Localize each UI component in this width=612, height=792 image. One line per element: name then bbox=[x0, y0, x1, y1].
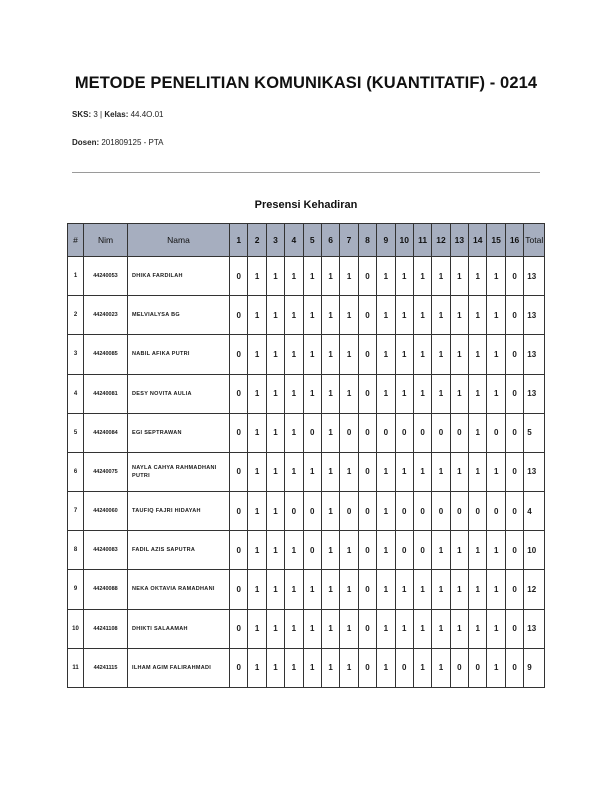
attendance-cell: 1 bbox=[432, 257, 450, 296]
student-nim: 44240085 bbox=[84, 335, 128, 374]
attendance-cell: 1 bbox=[395, 609, 413, 648]
attendance-cell: 1 bbox=[248, 492, 266, 531]
attendance-cell: 1 bbox=[432, 570, 450, 609]
attendance-cell: 1 bbox=[487, 531, 505, 570]
attendance-cell: 1 bbox=[377, 296, 395, 335]
attendance-cell: 1 bbox=[248, 413, 266, 452]
attendance-cell: 1 bbox=[432, 531, 450, 570]
table-header-row bbox=[68, 224, 545, 257]
attendance-cell: 1 bbox=[321, 335, 339, 374]
attendance-cell: 1 bbox=[413, 609, 431, 648]
table-row bbox=[68, 648, 545, 687]
attendance-cell: 1 bbox=[321, 648, 339, 687]
table-row bbox=[68, 570, 545, 609]
column-header: 8 bbox=[358, 224, 376, 257]
attendance-cell: 0 bbox=[303, 531, 321, 570]
attendance-cell: 1 bbox=[248, 531, 266, 570]
attendance-cell: 0 bbox=[505, 296, 523, 335]
column-header: 2 bbox=[248, 224, 266, 257]
attendance-cell: 1 bbox=[469, 452, 487, 491]
attendance-cell: 1 bbox=[340, 374, 358, 413]
attendance-cell: 1 bbox=[432, 452, 450, 491]
attendance-cell: 1 bbox=[413, 570, 431, 609]
attendance-cell: 1 bbox=[285, 452, 303, 491]
attendance-cell: 1 bbox=[413, 257, 431, 296]
attendance-cell: 1 bbox=[377, 257, 395, 296]
student-name: DHIKA FARDILAH bbox=[128, 257, 230, 296]
attendance-cell: 1 bbox=[266, 257, 284, 296]
attendance-cell: 1 bbox=[266, 570, 284, 609]
attendance-total: 5 bbox=[524, 413, 545, 452]
attendance-cell: 1 bbox=[450, 609, 468, 648]
attendance-cell: 0 bbox=[230, 648, 248, 687]
attendance-cell: 1 bbox=[340, 335, 358, 374]
attendance-cell: 1 bbox=[450, 257, 468, 296]
column-header: Nama bbox=[128, 224, 230, 257]
attendance-cell: 1 bbox=[377, 452, 395, 491]
table-body bbox=[68, 257, 545, 688]
attendance-cell: 1 bbox=[303, 609, 321, 648]
table-row bbox=[68, 296, 545, 335]
attendance-cell: 0 bbox=[413, 492, 431, 531]
table-row bbox=[68, 452, 545, 491]
attendance-cell: 1 bbox=[487, 335, 505, 374]
row-number: 8 bbox=[68, 531, 84, 570]
table-row bbox=[68, 492, 545, 531]
attendance-cell: 1 bbox=[469, 531, 487, 570]
attendance-cell: 1 bbox=[377, 609, 395, 648]
column-header: 1 bbox=[230, 224, 248, 257]
attendance-cell: 0 bbox=[230, 296, 248, 335]
attendance-cell: 0 bbox=[505, 570, 523, 609]
attendance-cell: 1 bbox=[285, 531, 303, 570]
attendance-cell: 0 bbox=[230, 413, 248, 452]
attendance-cell: 1 bbox=[450, 335, 468, 374]
sks-value: 3 | bbox=[93, 110, 103, 119]
attendance-cell: 1 bbox=[487, 374, 505, 413]
attendance-cell: 1 bbox=[395, 374, 413, 413]
table-row bbox=[68, 257, 545, 296]
attendance-cell: 0 bbox=[358, 452, 376, 491]
column-header: Nim bbox=[84, 224, 128, 257]
row-number: 11 bbox=[68, 648, 84, 687]
attendance-cell: 1 bbox=[266, 374, 284, 413]
attendance-cell: 0 bbox=[432, 413, 450, 452]
attendance-cell: 1 bbox=[377, 335, 395, 374]
attendance-cell: 1 bbox=[469, 413, 487, 452]
attendance-cell: 1 bbox=[248, 570, 266, 609]
attendance-cell: 1 bbox=[487, 609, 505, 648]
attendance-cell: 1 bbox=[377, 570, 395, 609]
kelas-value: 44.4O.01 bbox=[130, 110, 164, 119]
student-name: EGI SEPTRAWAN bbox=[128, 413, 230, 452]
attendance-cell: 0 bbox=[285, 492, 303, 531]
attendance-cell: 0 bbox=[487, 413, 505, 452]
table-row bbox=[68, 609, 545, 648]
column-header: 15 bbox=[487, 224, 505, 257]
attendance-cell: 1 bbox=[377, 648, 395, 687]
attendance-cell: 1 bbox=[413, 452, 431, 491]
student-name: MELVIALYSA BG bbox=[128, 296, 230, 335]
attendance-cell: 1 bbox=[469, 374, 487, 413]
attendance-cell: 1 bbox=[303, 257, 321, 296]
attendance-cell: 1 bbox=[303, 296, 321, 335]
column-header: 14 bbox=[469, 224, 487, 257]
attendance-cell: 1 bbox=[395, 257, 413, 296]
attendance-cell: 0 bbox=[358, 570, 376, 609]
lecturer-info bbox=[72, 138, 163, 147]
attendance-cell: 1 bbox=[285, 335, 303, 374]
attendance-cell: 0 bbox=[395, 492, 413, 531]
attendance-cell: 0 bbox=[505, 609, 523, 648]
attendance-total: 10 bbox=[524, 531, 545, 570]
attendance-cell: 1 bbox=[395, 296, 413, 335]
attendance-cell: 1 bbox=[303, 374, 321, 413]
attendance-cell: 1 bbox=[303, 648, 321, 687]
attendance-cell: 1 bbox=[450, 531, 468, 570]
attendance-cell: 1 bbox=[285, 609, 303, 648]
dosen-label: Dosen: bbox=[72, 138, 100, 147]
attendance-cell: 1 bbox=[340, 296, 358, 335]
student-nim: 44240075 bbox=[84, 452, 128, 491]
attendance-cell: 1 bbox=[303, 335, 321, 374]
attendance-cell: 1 bbox=[321, 452, 339, 491]
attendance-cell: 0 bbox=[395, 648, 413, 687]
attendance-cell: 1 bbox=[469, 335, 487, 374]
attendance-total: 12 bbox=[524, 570, 545, 609]
attendance-cell: 1 bbox=[321, 257, 339, 296]
attendance-total: 13 bbox=[524, 374, 545, 413]
attendance-cell: 1 bbox=[285, 570, 303, 609]
attendance-cell: 1 bbox=[469, 609, 487, 648]
attendance-cell: 1 bbox=[285, 413, 303, 452]
student-nim: 44241108 bbox=[84, 609, 128, 648]
attendance-cell: 0 bbox=[358, 335, 376, 374]
attendance-cell: 1 bbox=[285, 374, 303, 413]
row-number: 1 bbox=[68, 257, 84, 296]
attendance-cell: 1 bbox=[395, 335, 413, 374]
student-name: DESY NOVITA AULIA bbox=[128, 374, 230, 413]
attendance-cell: 1 bbox=[248, 452, 266, 491]
attendance-cell: 1 bbox=[377, 531, 395, 570]
attendance-cell: 1 bbox=[487, 570, 505, 609]
attendance-cell: 0 bbox=[230, 257, 248, 296]
attendance-cell: 0 bbox=[358, 374, 376, 413]
attendance-cell: 1 bbox=[413, 648, 431, 687]
attendance-cell: 1 bbox=[340, 452, 358, 491]
attendance-cell: 0 bbox=[230, 335, 248, 374]
attendance-cell: 1 bbox=[285, 296, 303, 335]
column-header: 3 bbox=[266, 224, 284, 257]
section-title: Presensi Kehadiran bbox=[254, 199, 358, 211]
attendance-cell: 1 bbox=[450, 452, 468, 491]
student-name: NABIL AFIKA PUTRI bbox=[128, 335, 230, 374]
attendance-cell: 1 bbox=[487, 296, 505, 335]
attendance-cell: 1 bbox=[450, 570, 468, 609]
student-name: NEKA OKTAVIA RAMADHANI bbox=[128, 570, 230, 609]
attendance-cell: 0 bbox=[340, 492, 358, 531]
student-nim: 44240083 bbox=[84, 531, 128, 570]
attendance-cell: 0 bbox=[230, 374, 248, 413]
column-header: 16 bbox=[505, 224, 523, 257]
attendance-cell: 1 bbox=[340, 609, 358, 648]
attendance-cell: 1 bbox=[413, 296, 431, 335]
attendance-cell: 1 bbox=[321, 374, 339, 413]
attendance-cell: 1 bbox=[432, 296, 450, 335]
row-number: 7 bbox=[68, 492, 84, 531]
attendance-cell: 1 bbox=[413, 374, 431, 413]
attendance-cell: 1 bbox=[303, 570, 321, 609]
attendance-cell: 1 bbox=[469, 257, 487, 296]
attendance-cell: 1 bbox=[450, 374, 468, 413]
attendance-cell: 0 bbox=[303, 492, 321, 531]
attendance-cell: 1 bbox=[432, 609, 450, 648]
attendance-cell: 1 bbox=[266, 413, 284, 452]
row-number: 6 bbox=[68, 452, 84, 491]
student-name: TAUFIQ FAJRI HIDAYAH bbox=[128, 492, 230, 531]
table-row bbox=[68, 531, 545, 570]
attendance-cell: 1 bbox=[321, 413, 339, 452]
attendance-cell: 1 bbox=[248, 609, 266, 648]
attendance-cell: 1 bbox=[340, 570, 358, 609]
attendance-cell: 1 bbox=[413, 335, 431, 374]
attendance-cell: 1 bbox=[321, 570, 339, 609]
column-header: 12 bbox=[432, 224, 450, 257]
attendance-table bbox=[67, 223, 545, 688]
attendance-total: 13 bbox=[524, 609, 545, 648]
attendance-cell: 0 bbox=[505, 492, 523, 531]
attendance-cell: 1 bbox=[248, 296, 266, 335]
attendance-cell: 1 bbox=[321, 492, 339, 531]
row-number: 3 bbox=[68, 335, 84, 374]
column-header: 10 bbox=[395, 224, 413, 257]
attendance-cell: 0 bbox=[505, 335, 523, 374]
attendance-cell: 0 bbox=[358, 492, 376, 531]
attendance-total: 13 bbox=[524, 335, 545, 374]
sks-label: SKS: bbox=[72, 110, 92, 119]
attendance-cell: 1 bbox=[487, 452, 505, 491]
attendance-cell: 1 bbox=[266, 492, 284, 531]
student-nim: 44240060 bbox=[84, 492, 128, 531]
student-nim: 44240023 bbox=[84, 296, 128, 335]
student-name: ILHAM AGIM FALIRAHMADI bbox=[128, 648, 230, 687]
attendance-cell: 1 bbox=[266, 648, 284, 687]
attendance-cell: 1 bbox=[285, 648, 303, 687]
attendance-cell: 1 bbox=[321, 296, 339, 335]
column-header: 5 bbox=[303, 224, 321, 257]
attendance-cell: 1 bbox=[266, 452, 284, 491]
attendance-cell: 0 bbox=[230, 452, 248, 491]
attendance-cell: 0 bbox=[395, 531, 413, 570]
attendance-cell: 1 bbox=[248, 335, 266, 374]
attendance-cell: 0 bbox=[230, 570, 248, 609]
attendance-total: 13 bbox=[524, 296, 545, 335]
attendance-cell: 0 bbox=[230, 492, 248, 531]
attendance-cell: 0 bbox=[377, 413, 395, 452]
attendance-cell: 0 bbox=[469, 648, 487, 687]
attendance-cell: 0 bbox=[505, 413, 523, 452]
attendance-cell: 1 bbox=[321, 609, 339, 648]
row-number: 2 bbox=[68, 296, 84, 335]
attendance-cell: 0 bbox=[358, 609, 376, 648]
attendance-cell: 1 bbox=[432, 374, 450, 413]
row-number: 10 bbox=[68, 609, 84, 648]
class-info bbox=[72, 110, 164, 119]
attendance-cell: 1 bbox=[377, 492, 395, 531]
attendance-cell: 0 bbox=[358, 413, 376, 452]
attendance-cell: 1 bbox=[266, 531, 284, 570]
page-title: METODE PENELITIAN KOMUNIKASI (KUANTITATIF) - 0214 bbox=[74, 74, 538, 92]
attendance-cell: 0 bbox=[358, 531, 376, 570]
column-header: 7 bbox=[340, 224, 358, 257]
table-row bbox=[68, 413, 545, 452]
attendance-cell: 0 bbox=[505, 374, 523, 413]
attendance-cell: 0 bbox=[505, 452, 523, 491]
attendance-cell: 1 bbox=[340, 257, 358, 296]
column-header: # bbox=[68, 224, 84, 257]
student-nim: 44240088 bbox=[84, 570, 128, 609]
column-header: 6 bbox=[321, 224, 339, 257]
attendance-cell: 1 bbox=[303, 452, 321, 491]
table-row bbox=[68, 374, 545, 413]
attendance-cell: 1 bbox=[266, 296, 284, 335]
attendance-cell: 1 bbox=[285, 257, 303, 296]
column-header: 11 bbox=[413, 224, 431, 257]
table-row bbox=[68, 335, 545, 374]
attendance-cell: 1 bbox=[395, 452, 413, 491]
attendance-cell: 0 bbox=[505, 257, 523, 296]
attendance-cell: 1 bbox=[469, 296, 487, 335]
attendance-cell: 0 bbox=[469, 492, 487, 531]
attendance-cell: 1 bbox=[395, 570, 413, 609]
attendance-total: 4 bbox=[524, 492, 545, 531]
student-nim: 44240081 bbox=[84, 374, 128, 413]
attendance-cell: 0 bbox=[358, 296, 376, 335]
attendance-cell: 0 bbox=[303, 413, 321, 452]
kelas-label: Kelas: bbox=[104, 110, 129, 119]
attendance-cell: 0 bbox=[413, 413, 431, 452]
attendance-cell: 0 bbox=[432, 492, 450, 531]
attendance-cell: 0 bbox=[358, 648, 376, 687]
column-header: 4 bbox=[285, 224, 303, 257]
attendance-cell: 1 bbox=[377, 374, 395, 413]
attendance-cell: 1 bbox=[248, 374, 266, 413]
attendance-cell: 0 bbox=[413, 531, 431, 570]
attendance-cell: 1 bbox=[266, 335, 284, 374]
attendance-cell: 1 bbox=[321, 531, 339, 570]
attendance-cell: 0 bbox=[450, 492, 468, 531]
attendance-cell: 0 bbox=[505, 648, 523, 687]
attendance-total: 9 bbox=[524, 648, 545, 687]
attendance-cell: 0 bbox=[450, 648, 468, 687]
divider bbox=[72, 172, 540, 173]
attendance-cell: 1 bbox=[340, 531, 358, 570]
student-name: DHIKTI SALAAMAH bbox=[128, 609, 230, 648]
attendance-cell: 1 bbox=[450, 296, 468, 335]
student-nim: 44240084 bbox=[84, 413, 128, 452]
row-number: 4 bbox=[68, 374, 84, 413]
attendance-cell: 0 bbox=[230, 609, 248, 648]
column-header: 9 bbox=[377, 224, 395, 257]
student-nim: 44241115 bbox=[84, 648, 128, 687]
attendance-cell: 0 bbox=[395, 413, 413, 452]
attendance-cell: 0 bbox=[358, 257, 376, 296]
column-header: Total bbox=[524, 224, 545, 257]
attendance-cell: 1 bbox=[248, 257, 266, 296]
attendance-cell: 0 bbox=[505, 531, 523, 570]
attendance-cell: 1 bbox=[248, 648, 266, 687]
student-nim: 44240053 bbox=[84, 257, 128, 296]
attendance-cell: 0 bbox=[340, 413, 358, 452]
row-number: 5 bbox=[68, 413, 84, 452]
attendance-cell: 1 bbox=[487, 648, 505, 687]
student-name: NAYLA CAHYA RAHMADHANI PUTRI bbox=[128, 452, 230, 491]
row-number: 9 bbox=[68, 570, 84, 609]
attendance-cell: 0 bbox=[230, 531, 248, 570]
attendance-cell: 1 bbox=[266, 609, 284, 648]
column-header: 13 bbox=[450, 224, 468, 257]
attendance-cell: 1 bbox=[469, 570, 487, 609]
attendance-cell: 1 bbox=[432, 335, 450, 374]
attendance-cell: 1 bbox=[432, 648, 450, 687]
attendance-total: 13 bbox=[524, 452, 545, 491]
attendance-cell: 1 bbox=[340, 648, 358, 687]
attendance-cell: 1 bbox=[487, 257, 505, 296]
student-name: FADIL AZIS SAPUTRA bbox=[128, 531, 230, 570]
dosen-value: 201809125 - PTA bbox=[101, 138, 164, 147]
attendance-total: 13 bbox=[524, 257, 545, 296]
attendance-cell: 0 bbox=[487, 492, 505, 531]
attendance-cell: 0 bbox=[450, 413, 468, 452]
